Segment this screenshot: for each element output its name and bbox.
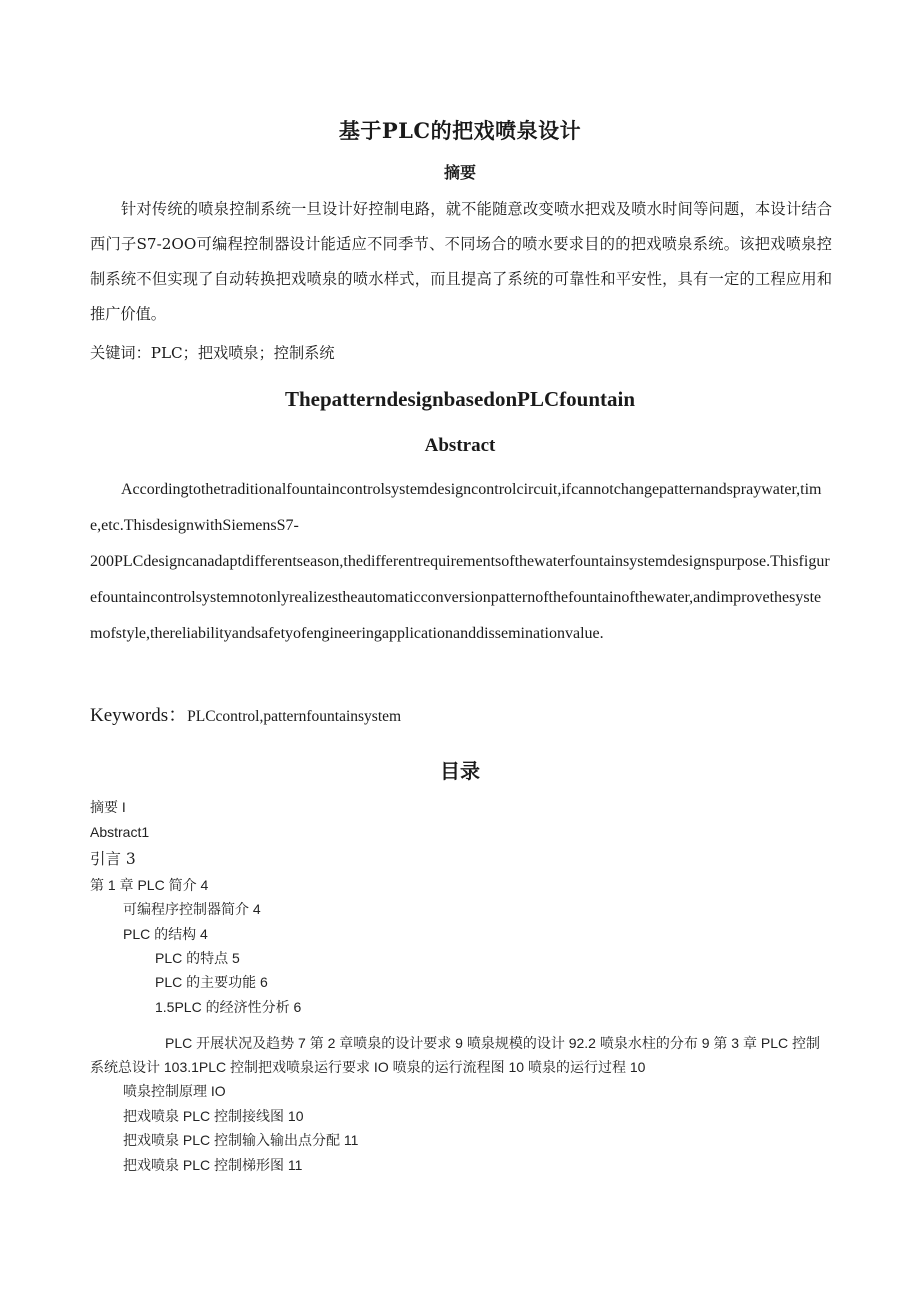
- english-abstract-line: Accordingtothetraditionalfountaincontrolsystemdesigncontrolcircuit,ifcannotchangepatternand: [121, 481, 727, 498]
- toc-entry[interactable]: 把戏喷泉 PLC 控制输入输出点分配 11: [123, 1132, 359, 1148]
- chinese-abstract-text: 针对传统的喷泉控制系统一旦设计好控制电路，就不能随意改变喷水把戏及喷水时间等问题，本设计结合西门子S7-2OO可编程控制器设计能适应不同季节、不同场合的喷水要求目的的把戏喷泉系统。该把戏喷泉控制系统不但实现了自动转换把戏喷泉的喷水样式，而且提高了系统的可靠性和平安性，具有一定的工程应用和推广价值。: [90, 200, 832, 323]
- toc-entry[interactable]: PLC 的主要功能 6: [155, 974, 268, 990]
- chinese-title: 基于PLC的把戏喷泉设计: [338, 118, 582, 143]
- toc-entry[interactable]: 可编程序控制器简介 4: [123, 901, 261, 917]
- toc-entry[interactable]: PLC 的特点 5: [155, 950, 240, 966]
- toc-run-on-entries[interactable]: PLC 开展状况及趋势 7 第 2 章喷泉的设计要求 9 喷泉规模的设计 92.2 喷泉水柱的分布 9 第 3 章 PLC 控制系统总设计 103.1PLC 控制把戏喷泉运行要求 IO 喷泉的运行流程图 10 喷泉的运行过程 10: [90, 1035, 820, 1075]
- english-abstract-line: ofthewater,andimprovethesystemofstyle,thereliabilityandsafetyofengineeringapplicationanddissemi: [90, 589, 822, 642]
- english-abstract-line: spraywater,time,etc.ThisdesignwithSiemensS7-: [90, 481, 822, 534]
- toc-entry[interactable]: 把戏喷泉 PLC 控制梯形图 11: [123, 1157, 303, 1173]
- english-abstract-line: urpose.Thisfigurefountaincontrolsystemnotonlyrealizestheautomaticconversionpatternofthefountain: [90, 553, 830, 606]
- chinese-abstract-heading: 摘要: [443, 163, 476, 182]
- toc-entry[interactable]: Abstract1: [90, 824, 150, 840]
- toc-entry[interactable]: 引言 3: [90, 850, 136, 868]
- english-abstract-line: 200PLCdesigncanadaptdifferentseason,thedifferentrequirementsofthewaterfountainsystemdesignsp: [90, 553, 724, 570]
- english-title: ThepatterndesignbasedonPLCfountain: [284, 387, 636, 411]
- toc-entry[interactable]: 1.5PLC 的经济性分析 6: [155, 999, 302, 1015]
- toc-entry[interactable]: 把戏喷泉 PLC 控制接线图 10: [123, 1108, 304, 1124]
- english-abstract-text: [90, 472, 832, 652]
- toc-entry[interactable]: 摘要 I: [90, 799, 126, 815]
- toc-entry[interactable]: 喷泉控制原理 IO: [123, 1083, 226, 1099]
- chinese-keywords: 关键词：PLC；把戏喷泉；控制系统: [90, 344, 335, 362]
- english-keywords-label: Keywords：: [90, 705, 188, 726]
- english-keywords-value: PLCcontrol,patternfountainsystem: [187, 708, 402, 725]
- toc-entry[interactable]: PLC 的结构 4: [123, 926, 208, 942]
- english-keywords: [90, 700, 401, 727]
- toc-heading: 目录: [440, 759, 480, 783]
- english-abstract-line: nationvalue.: [524, 625, 604, 642]
- toc-entry[interactable]: 第 1 章 PLC 简介 4: [90, 877, 209, 893]
- english-abstract-heading: Abstract: [424, 435, 496, 456]
